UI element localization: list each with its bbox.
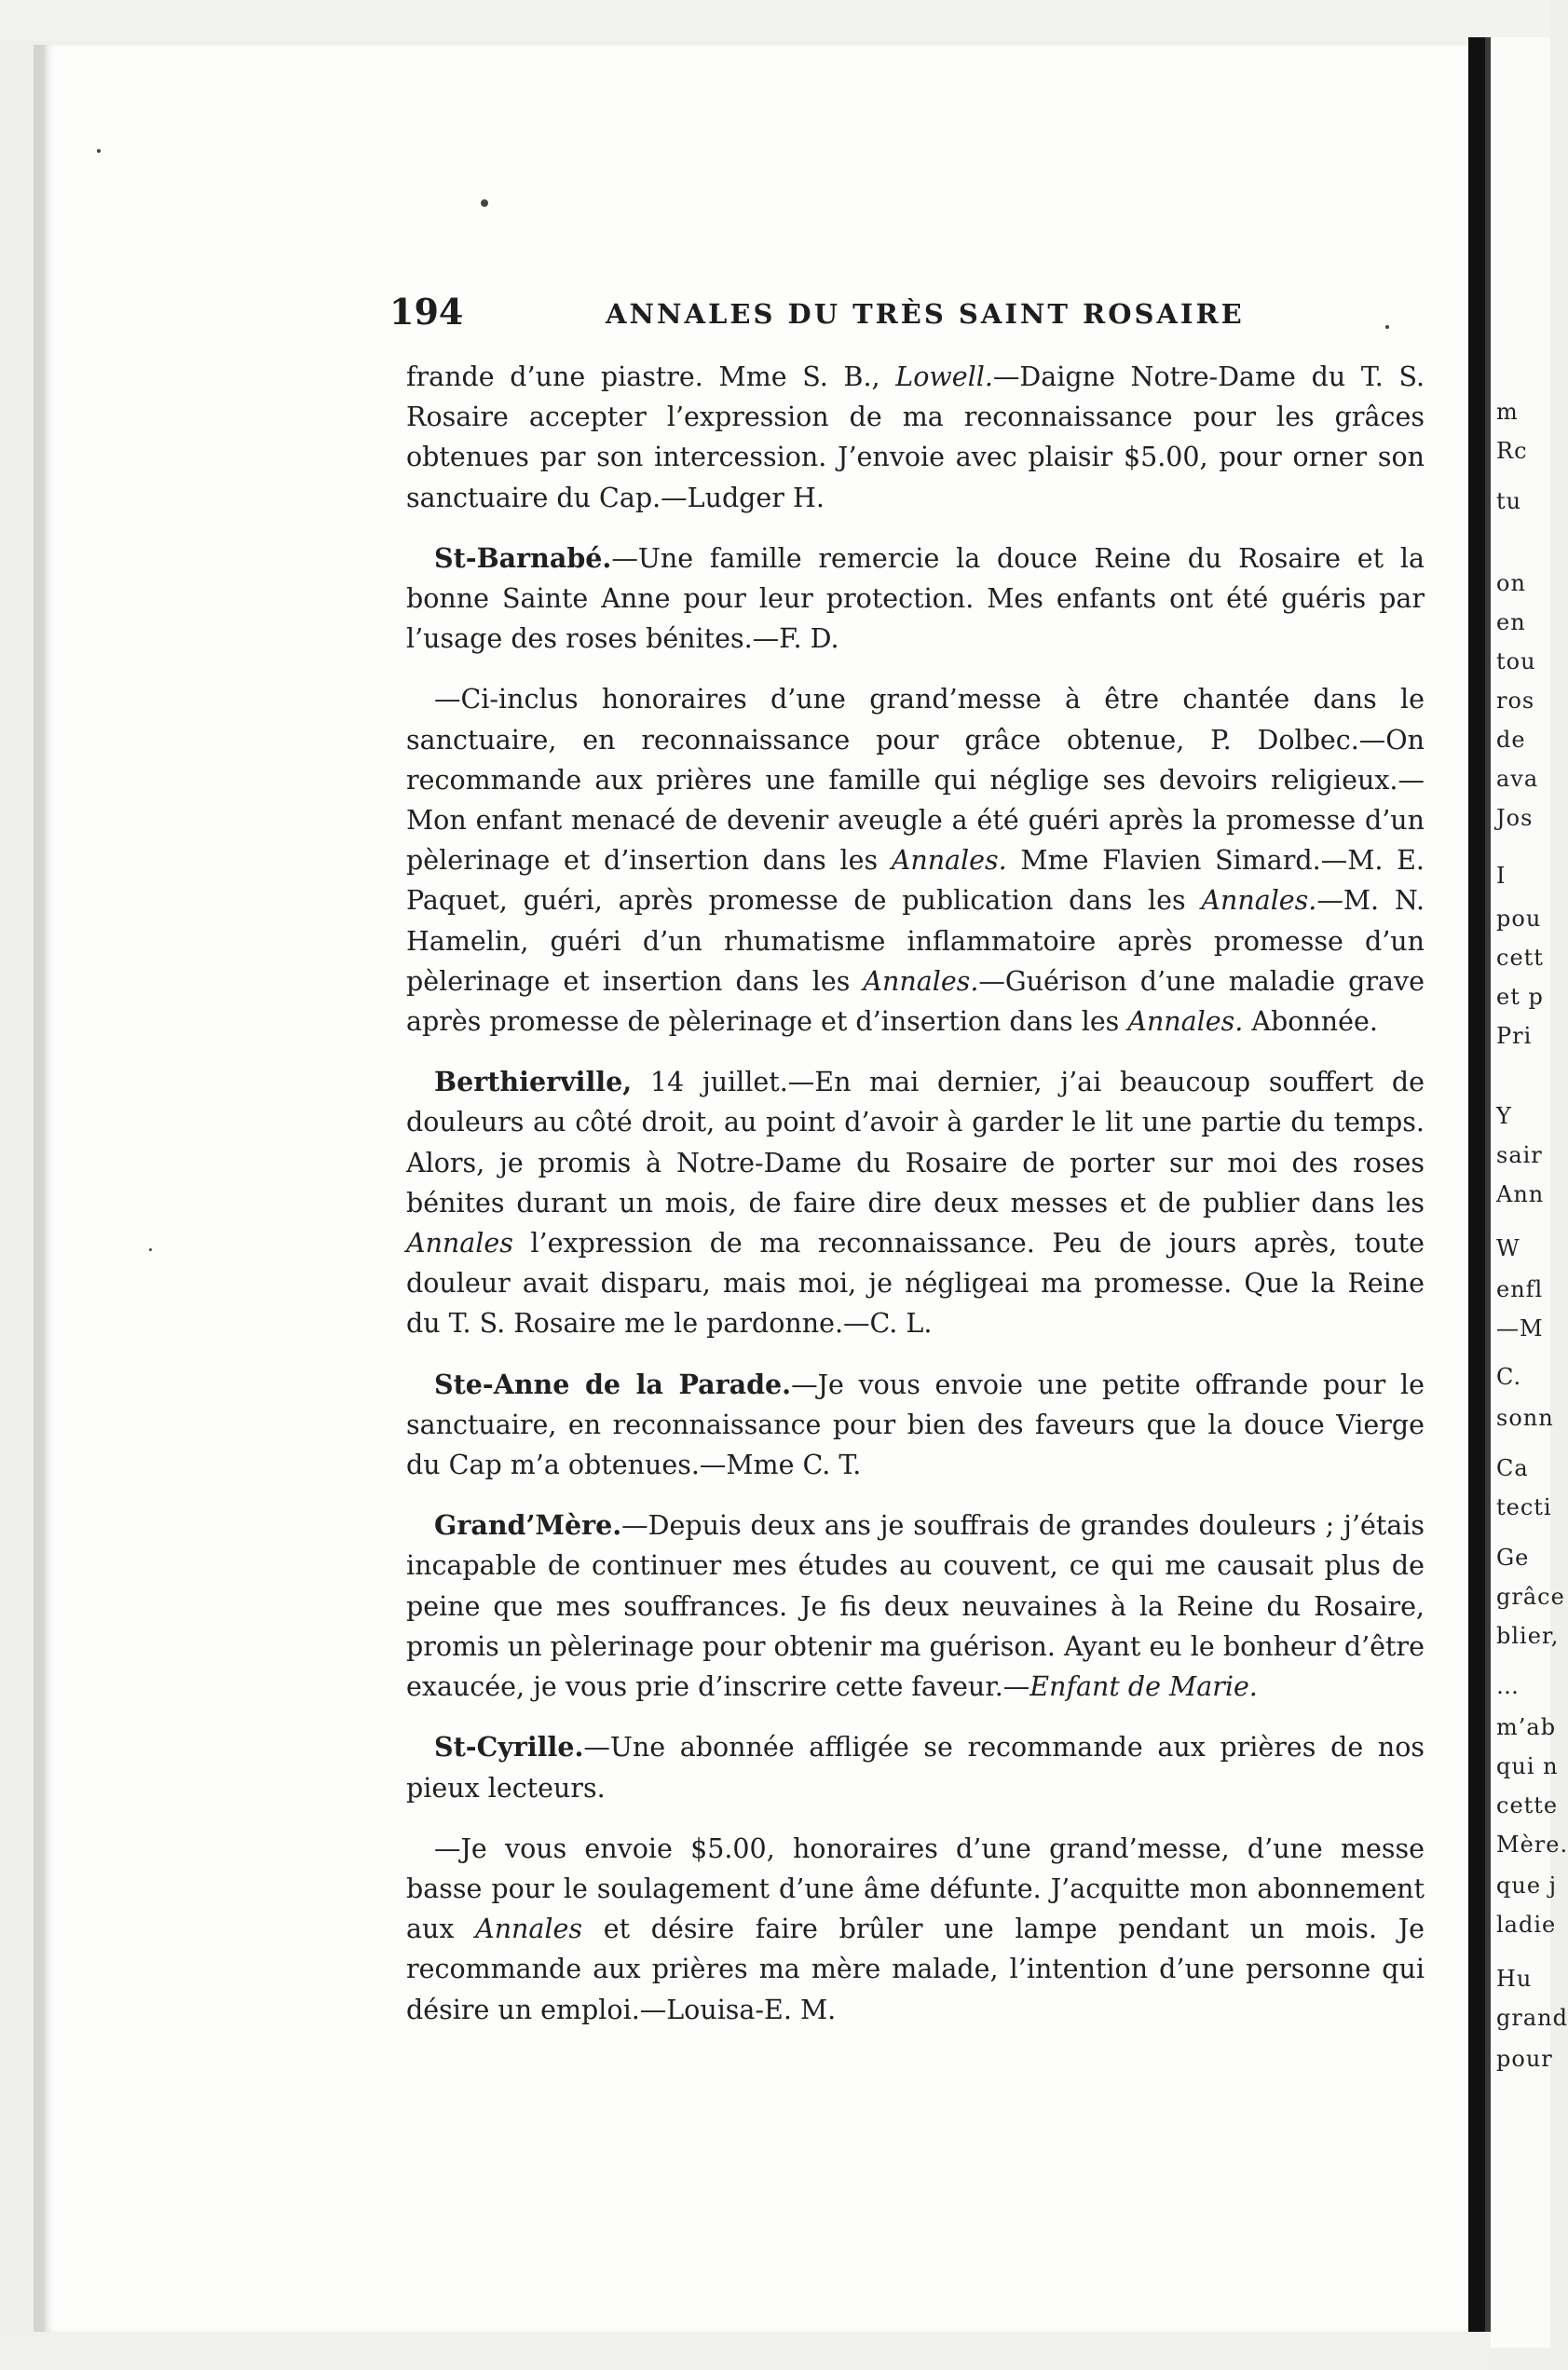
italic-text: Annales.	[1127, 1006, 1244, 1038]
paragraph	[406, 357, 1425, 518]
facing-fragment: Hu	[1496, 1966, 1533, 1992]
paragraph	[406, 1727, 1425, 1807]
facing-fragment: pour	[1496, 2046, 1553, 2072]
paragraph-text: —Ci-inclus honoraires d’une grand’messe à être chantée dans le sanctuaire, en reconnaissance pour grâce obtenue, P. Dolbec.—On recommande aux prières une famille qui néglige ses devoirs religieux.—Mon enfant menacé de devenir aveugle a été guéri après la promesse d’un pèlerinage et d’insertion dans les	[406, 684, 1425, 877]
facing-fragment: Mère.	[1496, 1832, 1568, 1858]
paragraph-text: et désire faire brûler une lampe pendant un mois. Je recommande aux prières ma mère malade, l’intention d’une personne qui désire un emploi.—Louisa-E. M.	[406, 1914, 1425, 2025]
facing-fragment: tou	[1496, 648, 1536, 674]
facing-fragment: Jos	[1496, 805, 1534, 831]
scan-top-border	[0, 0, 1550, 41]
scan-speck	[1385, 325, 1389, 329]
italic-text: Annales.	[1201, 885, 1317, 917]
facing-fragment: on	[1496, 570, 1526, 596]
facing-fragment: qui n	[1496, 1753, 1559, 1779]
paragraph-lead: Berthierville,	[434, 1066, 633, 1098]
paragraph-text: —Une famille remercie la douce Reine du Rosaire et la bonne Sainte Anne pour leur protection. Mes enfants ont été guéris par l’usage des roses bénites.—F. D.	[406, 542, 1425, 655]
book-gutter	[1468, 37, 1485, 2338]
paragraph-text: —Je vous envoie une petite offrande pour le sanctuaire, en reconnaissance pour bien des faveurs que la douce Vierge du Cap m’a obtenues.—Mme C. T.	[406, 1369, 1425, 1481]
facing-fragment: Y	[1496, 1103, 1512, 1129]
facing-fragment: enfl	[1496, 1276, 1544, 1302]
paragraph	[406, 1505, 1425, 1707]
facing-fragment: I	[1496, 863, 1507, 889]
paragraph-text: Mme Flavien Simard.—M. E. Paquet, guéri, après promesse de publication dans les	[406, 845, 1425, 917]
paragraph-text: —Une abonnée affligée se recommande aux prières de nos pieux lecteurs.	[406, 1732, 1425, 1804]
facing-fragment: ros	[1496, 688, 1535, 714]
paragraph	[406, 1365, 1425, 1486]
paragraph-text: —Je vous envoie $5.00, honoraires d’une grand’messe, d’une messe basse pour le soulagement d’une âme défunte. J’acquitte mon abonnement aux	[406, 1832, 1425, 1945]
facing-fragment: —M	[1496, 1315, 1544, 1342]
facing-fragment: Ge	[1496, 1545, 1530, 1571]
facing-fragment: W	[1496, 1235, 1520, 1261]
facing-fragment: Ann	[1496, 1181, 1545, 1207]
paragraph-text: —M. N. Hamelin, guéri d’un rhumatisme inflammatoire après promesse d’un pèlerinage et insertion dans les	[406, 885, 1425, 997]
italic-text: Annales.	[863, 965, 979, 997]
facing-fragment: que j	[1496, 1873, 1558, 1899]
facing-fragment: tu	[1496, 488, 1522, 514]
paragraph-lead: St-Cyrille.	[434, 1731, 584, 1764]
paragraph-text: Abonnée.	[1243, 1006, 1378, 1038]
facing-fragment: cett	[1496, 945, 1544, 971]
italic-text: Lowell.	[895, 361, 993, 392]
running-title: ANNALES DU TRÈS SAINT ROSAIRE	[606, 298, 1245, 330]
facing-fragment: blier,	[1496, 1623, 1560, 1649]
facing-fragment: ava	[1496, 766, 1539, 792]
facing-fragment: et p	[1496, 984, 1544, 1010]
facing-fragment: grand	[1496, 2005, 1568, 2031]
facing-fragment: Pri	[1496, 1023, 1533, 1049]
italic-text: Annales	[406, 1228, 513, 1260]
facing-fragment: grâce	[1496, 1584, 1565, 1610]
facing-page	[1491, 37, 1568, 2348]
body-text	[406, 357, 1425, 2050]
facing-fragment: de	[1496, 727, 1526, 753]
facing-fragment: …	[1496, 1673, 1520, 1699]
italic-text: —Enfant de Marie.	[1002, 1671, 1258, 1703]
page-number: 194	[389, 291, 464, 333]
italic-text: Annales.	[891, 845, 1007, 877]
facing-fragment: sair	[1496, 1142, 1543, 1168]
paragraph	[406, 1829, 1425, 2030]
scan-speck	[97, 149, 101, 153]
facing-fragment: pou	[1496, 906, 1542, 932]
facing-fragment: m	[1496, 399, 1519, 425]
paragraph-lead: Ste-Anne de la Parade.	[434, 1368, 792, 1400]
facing-fragment: Rc	[1496, 438, 1528, 464]
paragraph-text: 14 juillet.—En mai dernier, j’ai beaucoup souffert de douleurs au côté droit, au point d’avoir à garder le lit une partie du temps. Alors, je promis à Notre-Dame du Rosaire de porter sur moi des roses bénites durant un mois, de faire dire deux messes et de publier dans les	[406, 1067, 1425, 1219]
paragraph	[406, 1062, 1425, 1343]
scan-speck	[149, 1248, 152, 1251]
paragraph	[406, 538, 1425, 660]
page-header	[389, 291, 1424, 334]
paragraph-text: —Guérison d’une maladie grave après promesse de pèlerinage et d’insertion dans les	[406, 965, 1425, 1038]
scan-speck	[481, 199, 488, 207]
facing-fragment: cette	[1496, 1792, 1559, 1818]
paragraph-text: —Depuis deux ans je souffrais de grandes douleurs ; j’étais incapable de continuer mes études au couvent, ce qui me causait plus de peine que mes souffrances. Je fis deux neuvaines à la Reine du Rosaire, promis un pèlerinage pour obtenir ma guérison. Ayant eu le bonheur d’être exaucée, je vous prie d’inscrire cette faveur.	[406, 1510, 1425, 1703]
italic-text: Annales	[475, 1914, 583, 1945]
facing-fragment: m’ab	[1496, 1714, 1557, 1740]
paragraph-lead: Grand’Mère.	[434, 1509, 622, 1542]
facing-fragment: C.	[1496, 1364, 1522, 1390]
paragraph	[406, 679, 1425, 1042]
facing-fragment: en	[1496, 609, 1526, 635]
facing-fragment: tecti	[1496, 1494, 1552, 1520]
paragraph-text: frande d’une piastre. Mme S. B.,	[406, 361, 896, 392]
facing-fragment: sonn	[1496, 1405, 1554, 1431]
scan-bottom-border	[0, 2332, 1491, 2370]
paragraph-text: —Daigne Notre-Dame du T. S. Rosaire accepter l’expression de ma reconnaissance pour les grâces obtenues par son intercession. J’envoie avec plaisir $5.00, pour orner son sanctuaire du Cap.—Ludger H.	[406, 361, 1425, 513]
paragraph-lead: St-Barnabé.	[434, 541, 612, 574]
paragraph-text: l’expression de ma reconnaissance. Peu de jours après, toute douleur avait disparu, mais moi, je négligeai ma promesse. Que la Reine du T. S. Rosaire me le pardonne.—C. L.	[406, 1228, 1425, 1340]
facing-fragment: Ca	[1496, 1455, 1529, 1481]
facing-fragment: ladie	[1496, 1912, 1557, 1938]
